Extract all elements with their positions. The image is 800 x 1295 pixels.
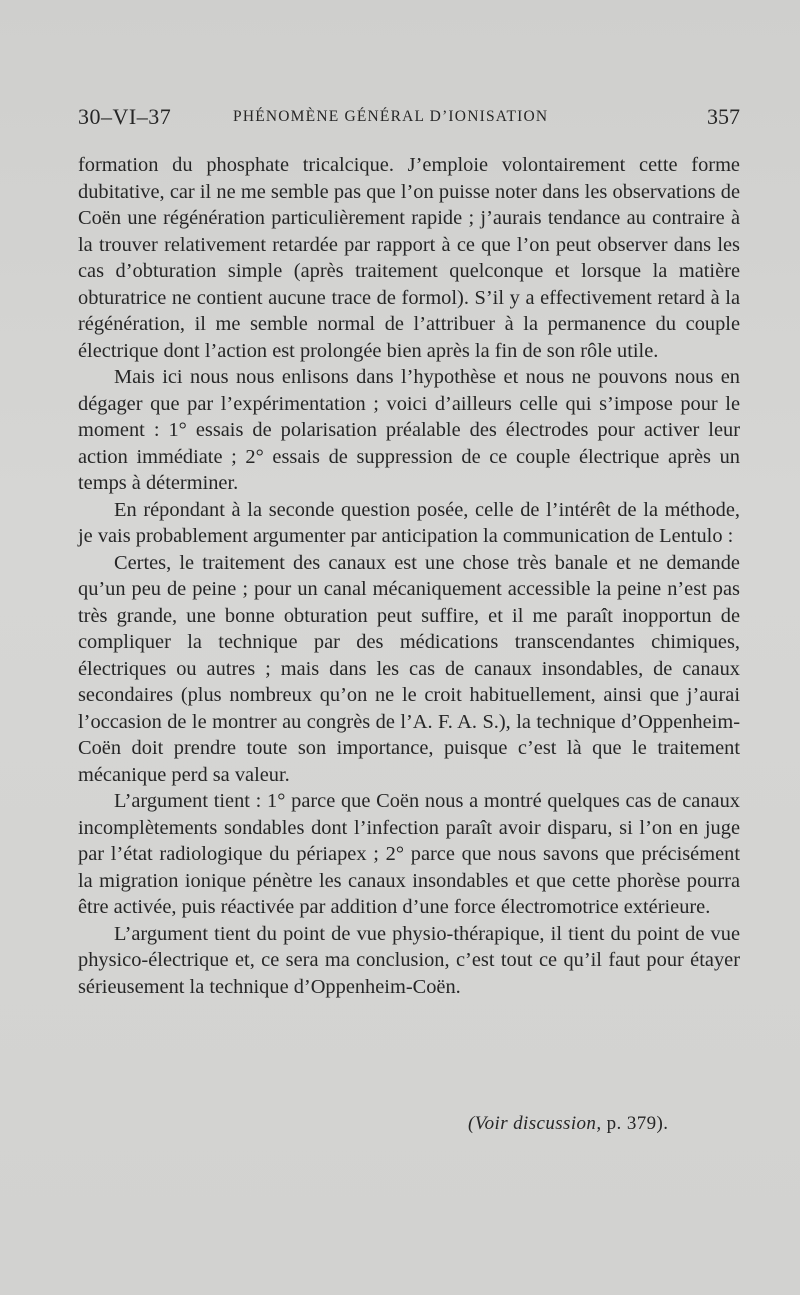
paragraph-6: L’argument tient du point de vue physio-thérapique, il tient du point de vue physico-électrique et, ce sera ma conclusion, c’est tout ce qu’il faut pour étayer sérieusement la technique d’Oppenheim-Coën. xyxy=(78,922,740,998)
body-text xyxy=(78,152,740,1000)
running-header xyxy=(78,104,740,134)
paragraph-4: Certes, le traitement des canaux est une chose très banale et ne demande qu’un peu de peine ; pour un canal mécaniquement accessible la peine n’est pas très grande, une bonne obturation peut suffire, et il me paraît inopportun de compliquer la technique par des médications transcendantes chimiques, électriques ou autres ; mais dans les cas de canaux insondables, de canaux secondaires (plus nombreux qu’on ne le croit habituellement, ainsi que j’aurai l’occasion de le montrer au congrès de l’A. F. A. S.), la technique d’Oppenheim-Coën doit prendre toute son importance, puisque c’est là que le traitement mécanique perd sa valeur. xyxy=(78,551,740,786)
paragraph-2: Mais ici nous nous enlisons dans l’hypothèse et nous ne pouvons nous en dégager que par l’expérimentation ; voici d’ailleurs celle qui s’impose pour le moment : 1° essais de polarisation préalable des électrodes pour activer leur action immédiate ; 2° essais de suppression de ce couple électrique après un temps à déterminer. xyxy=(78,366,740,494)
reference-page: p. 379). xyxy=(601,1113,669,1134)
discussion-reference xyxy=(468,1113,668,1135)
header-title: PHÉNOMÈNE GÉNÉRAL D’IONISATION xyxy=(233,108,549,125)
paragraph-1: formation du phosphate tricalcique. J’emploie volontairement cette forme dubitative, car il ne me semble pas que l’on puisse noter dans les observations de Coën une régénération particulièrement rapide ; j’aurais tendance au contraire à la trouver relativement retardée par rapport à ce que l’on peut observer dans les cas d’obturation simple (après traitement quelconque et lorsque la matière obturatrice ne contient aucune trace de formol). S’il y a effectivement retard à la régénération, il me semble normal de l’attribuer à la permanence du couple électrique dont l’action est prolongée bien après la fin de son rôle utile. xyxy=(78,154,740,362)
header-date: 30–VI–37 xyxy=(78,104,172,129)
reference-open-paren: ( xyxy=(468,1113,475,1134)
paragraph-3: En répondant à la seconde question posée, celle de l’intérêt de la méthode, je vais probablement argumenter par anticipation la communication de Lentulo : xyxy=(78,498,740,547)
reference-label: Voir discussion, xyxy=(474,1113,602,1134)
paragraph-5: L’argument tient : 1° parce que Coën nous a montré quelques cas de canaux incomplètements sondables dont l’infection paraît avoir disparu, si l’on en juge par l’état radiologique du périapex ; 2° parce que nous savons que précisément la migration ionique pénètre les canaux insondables et que cette phorèse pourra être activée, puis réactivée par addition d’une force électromotrice extérieure. xyxy=(78,790,740,918)
page-number: 357 xyxy=(707,104,740,129)
